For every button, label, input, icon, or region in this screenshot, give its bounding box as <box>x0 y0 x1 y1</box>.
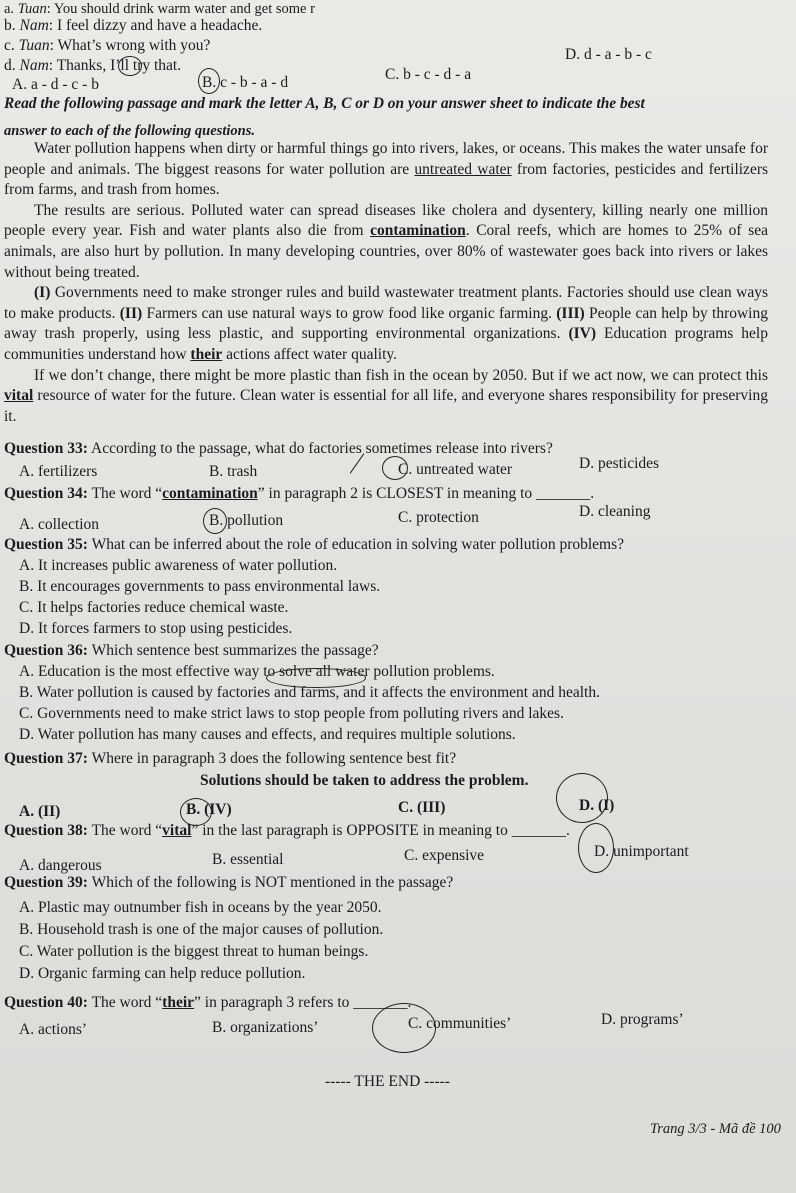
paragraph-2: The results are serious. Polluted water can spread diseases like cholera and dysentery, killing nearly one million people every year. Fish and water plants also die from contamination. Coral reefs, which are homes to 25% of sea animals, are also hurt by pollution. In many developing countries, over 80% of wastewater goes back into rivers or lakes without being treated. <box>4 201 768 281</box>
dialogue-line-c: c. Tuan: What’s wrong with you? <box>4 37 211 54</box>
instruction-line-1: Read the following passage and mark the letter A, B, C or D on your answer sheet to indicate the best <box>4 95 645 112</box>
q39-option-a[interactable]: A. Plastic may outnumber fish in oceans by the year 2050. <box>19 899 382 916</box>
question-33: Question 33: According to the passage, what do factories sometimes release into rivers? <box>4 440 553 457</box>
dialogue-line-d: d. Nam: Thanks, I’ll try that. <box>4 57 182 74</box>
reading-passage <box>4 139 768 427</box>
dialogue-line-a: a. Tuan: You should drink warm water and get some r <box>4 1 315 17</box>
dialogue-option-d: D. d - a - b - c <box>565 46 652 63</box>
q35-option-b[interactable]: B. It encourages governments to pass environmental laws. <box>19 578 381 595</box>
page-number: Trang 3/3 - Mã đề 100 <box>650 1121 781 1137</box>
pen-circle-mark <box>203 508 227 534</box>
q40-option-a[interactable]: A. actions’ <box>19 1021 88 1038</box>
q34-option-b[interactable]: B. pollution <box>209 512 284 529</box>
q35-option-d[interactable]: D. It forces farmers to stop using pesticides. <box>19 620 293 637</box>
q33-option-c[interactable]: C. untreated water <box>398 461 513 478</box>
q37-option-a[interactable]: A. (II) <box>19 803 61 820</box>
q34-option-c[interactable]: C. protection <box>398 509 479 526</box>
q40-option-d[interactable]: D. programs’ <box>601 1011 684 1028</box>
q39-option-c[interactable]: C. Water pollution is the biggest threat to human beings. <box>19 943 369 960</box>
paragraph-3: (I) Governments need to make stronger rules and build wastewater treatment plants. Factories should use clean ways to make products. (II) Farmers can use natural ways to grow food like organic farming. (III) People can help by throwing away trash properly, using less plastic, and supporting environmental organizations. (IV) Education programs help communities understand how their actions affect water quality. <box>4 284 768 363</box>
q40-option-b[interactable]: B. organizations’ <box>212 1019 319 1036</box>
q33-option-b[interactable]: B. trash <box>209 463 258 480</box>
q35-option-a[interactable]: A. It increases public awareness of water pollution. <box>19 557 338 574</box>
dialogue-option-c: C. b - c - d - a <box>385 66 472 83</box>
pen-circle-mark <box>180 798 212 826</box>
paragraph-4: If we don’t change, there might be more plastic than fish in the ocean by 2050. But if we act now, we can protect this vital resource of water for the future. Clean water is essential for all life, and everyone shares responsibility for preserving it. <box>4 366 768 425</box>
q36-option-b[interactable]: B. Water pollution is caused by factories and farms, and it affects the environment and health. <box>19 684 600 701</box>
q37-option-b[interactable]: B. (IV) <box>186 801 232 818</box>
question-34: Question 34: The word “contamination” in paragraph 2 is CLOSEST in meaning to _______. <box>4 485 595 502</box>
the-end-marker: ----- THE END ----- <box>325 1073 450 1090</box>
q36-option-c[interactable]: C. Governments need to make strict laws to stop people from polluting rivers and lakes. <box>19 705 564 722</box>
q34-option-a[interactable]: A. collection <box>19 516 100 533</box>
q38-option-c[interactable]: C. expensive <box>404 847 485 864</box>
q37-option-d[interactable]: D. (I) <box>579 797 615 814</box>
q36-option-a[interactable]: A. Education is the most effective way to solve all water pollution problems. <box>19 663 495 680</box>
q33-option-d[interactable]: D. pesticides <box>579 455 660 472</box>
dialogue-line-b: b. Nam: I feel dizzy and have a headache. <box>4 17 263 34</box>
pen-circle-mark <box>372 1003 436 1053</box>
q40-option-c[interactable]: C. communities’ <box>408 1015 512 1032</box>
q38-option-b[interactable]: B. essential <box>212 851 284 868</box>
q37-option-c[interactable]: C. (III) <box>398 799 446 816</box>
q39-option-b[interactable]: B. Household trash is one of the major causes of pollution. <box>19 921 384 938</box>
question-40: Question 40: The word “their” in paragraph 3 refers to _______. <box>4 994 412 1011</box>
q38-option-d[interactable]: D. unimportant <box>594 843 689 860</box>
pen-circle-mark <box>198 68 220 94</box>
question-37: Question 37: Where in paragraph 3 does the following sentence best fit? <box>4 750 457 767</box>
paragraph-1: Water pollution happens when dirty or harmful things go into rivers, lakes, or oceans. This makes the water unsafe for people and animals. The biggest reasons for water pollution are untreated water from factories, pesticides and fertilizers from farms, and trash from homes. <box>4 140 769 199</box>
dialogue-option-a: A. a - d - c - b <box>12 76 99 93</box>
q36-option-d[interactable]: D. Water pollution has many causes and effects, and requires multiple solutions. <box>19 726 516 743</box>
pen-circle-mark <box>266 668 366 688</box>
question-35: Question 35: What can be inferred about the role of education in solving water pollution problems? <box>4 536 625 553</box>
pen-circle-mark <box>578 823 614 873</box>
pen-circle-mark <box>382 456 408 480</box>
question-39: Question 39: Which of the following is NOT mentioned in the passage? <box>4 874 454 891</box>
q35-option-c[interactable]: C. It helps factories reduce chemical waste. <box>19 599 289 616</box>
question-36: Question 36: Which sentence best summarizes the passage? <box>4 642 379 659</box>
instruction-line-2: answer to each of the following questions. <box>4 123 255 139</box>
q34-option-d[interactable]: D. cleaning <box>579 503 651 520</box>
q33-option-a[interactable]: A. fertilizers <box>19 463 98 480</box>
q39-option-d[interactable]: D. Organic farming can help reduce pollution. <box>19 965 306 982</box>
dialogue-option-b: B. c - b - a - d <box>202 74 289 91</box>
question-38: Question 38: The word “vital” in the last paragraph is OPPOSITE in meaning to _______. <box>4 822 570 839</box>
q38-option-a[interactable]: A. dangerous <box>19 857 102 874</box>
pen-circle-mark <box>118 56 142 76</box>
q37-quoted-sentence: Solutions should be taken to address the problem. <box>200 772 529 789</box>
pen-circle-mark <box>556 773 608 823</box>
